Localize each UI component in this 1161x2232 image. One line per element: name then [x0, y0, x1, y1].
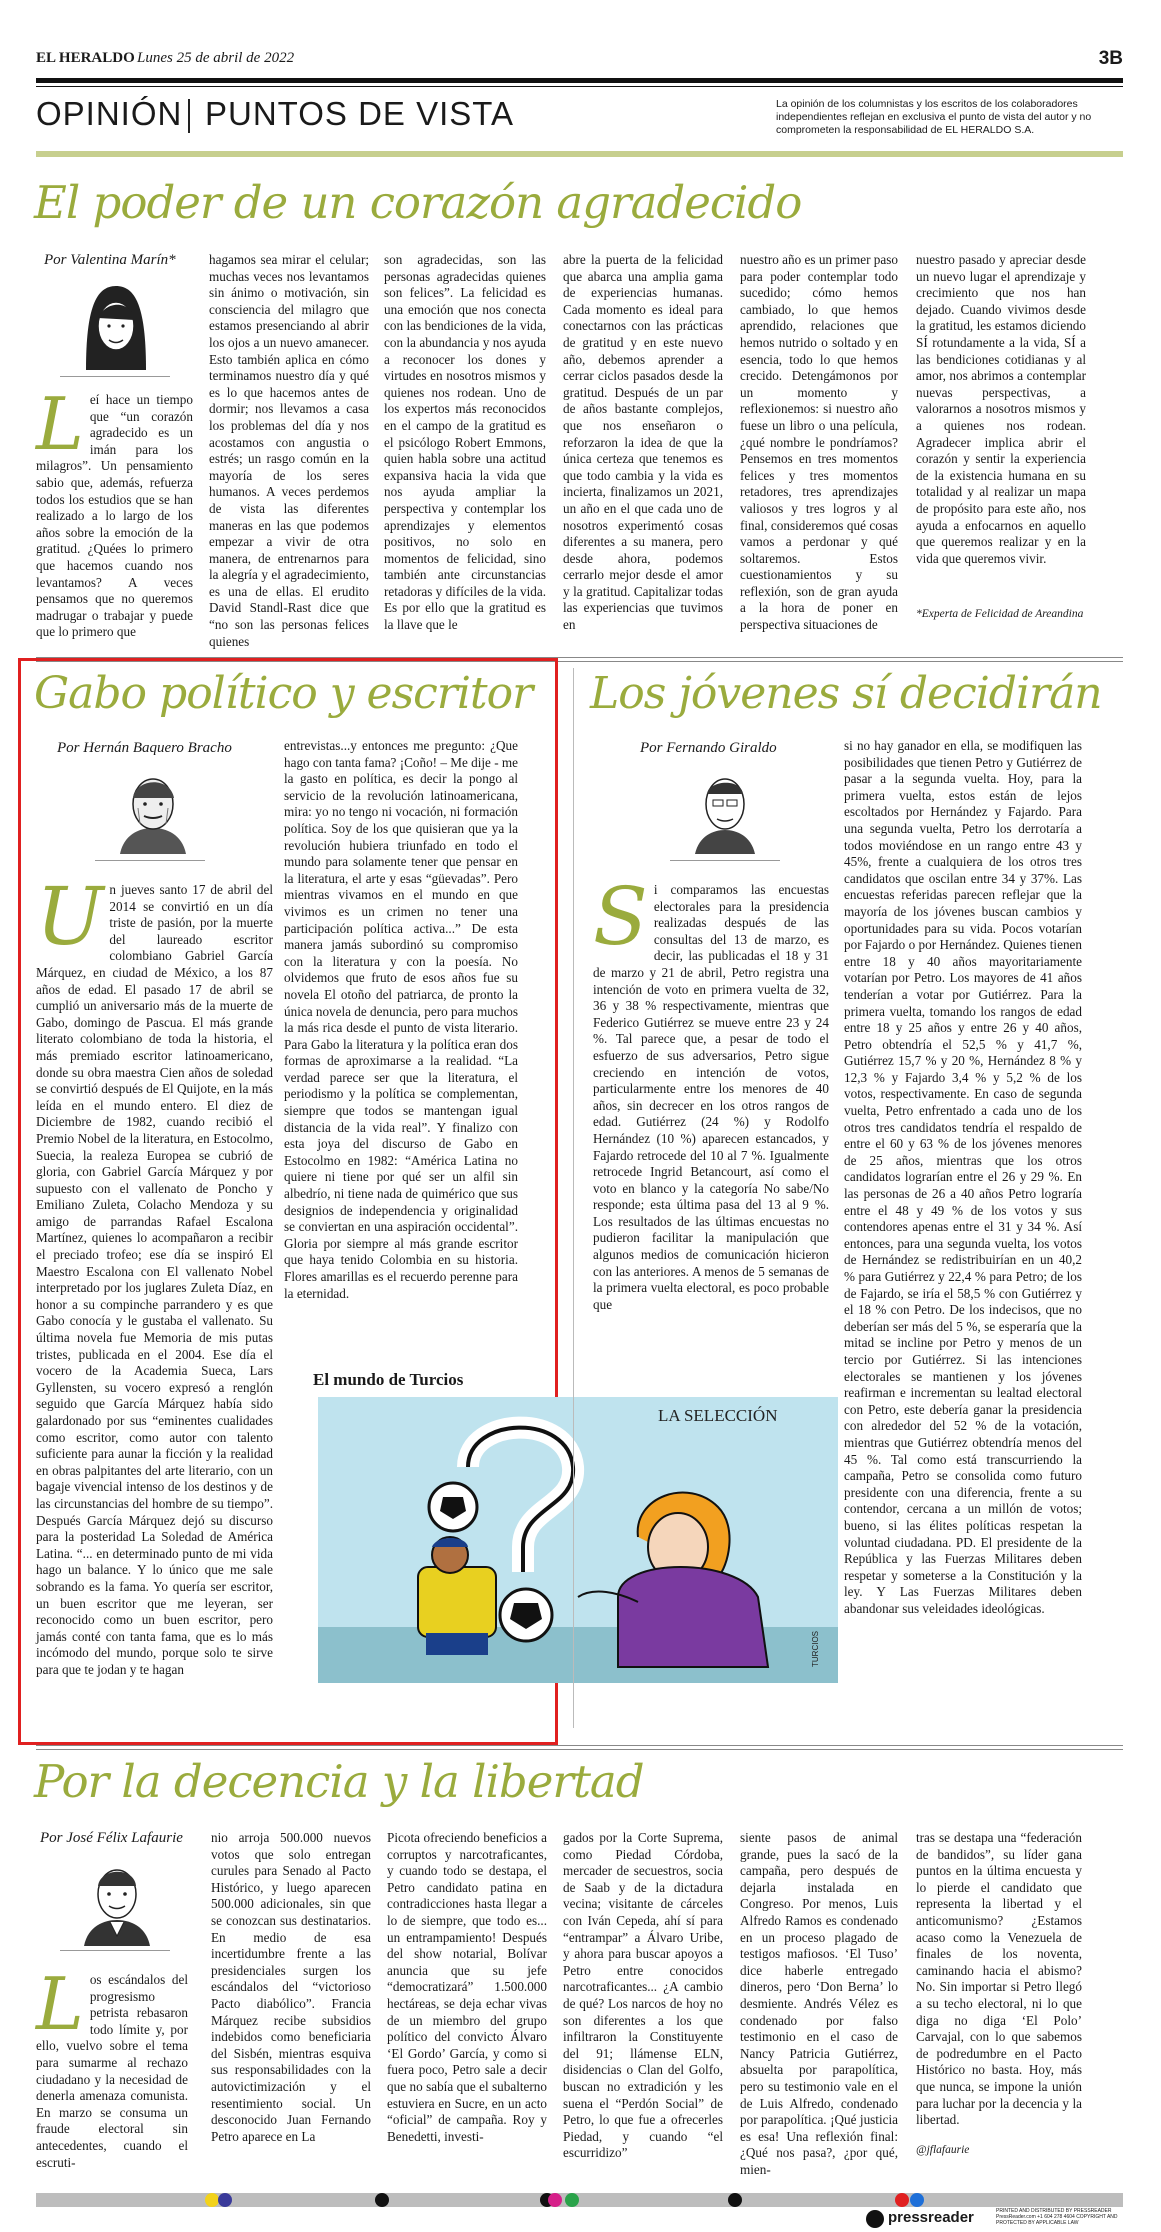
article-text: eí hace un tiempo que “un corazón agradecido es un imán para los milagros”. Un pensamiento sabio que, además, refuerza todos los estudios que se han realizado a lo largo de los años sobre la emoción de la gratitud. ¿Quées lo primero que hacemos cuando nos levantamos? A veces pensamos que no queremos madrugar o trabajar y puede que lo primero que — [36, 392, 193, 640]
drop-cap: L — [36, 1962, 84, 2046]
article-column — [740, 252, 898, 650]
article-column — [387, 1830, 547, 2160]
article-text: gados por la Corte Suprema, como Piedad Córdoba, mercader de secuestros, socia de Saab y de la dictadura vecina; visitante de cárceles con Iván Cepeda, ahí sí para “entrampar” a Álvaro Uribe, y ahora para buscar apoyos a Petro entre conocidos narcotraficantes... ¿A cambio de qué? Los narcos de hoy no son diferentes a los que infiltraron la Constituyente del 91; llámense ELN, disidencias o Clan del Golfo, buscan no extradición y les suena el “Perdón Social” de Petro, lo que fue a ofrecerles Piedad, y cuando “el escurridizo” — [563, 1830, 723, 2161]
article-text: abre la puerta de la felicidad que abarca una amplia gama de experiencias humanas. Cada momento es ideal para conectarnos con las prácticas de gratitud y en este nuevo año, debemos aprender a cerrar ciclos pasados desde la gratitud. Después de un par de años bastante complejos, que nos enseñaron o reforzaron la idea de que la única certeza que tenemos es que todo cambia y la vida es incierta, finalizamos un 2021, un año en el que cada uno de nosotros experimentó cosas diferentes a su manera, pero desde ahora, podemos cerrarlo mejor desde el amor y la gratitud. Capitalizar todas las experiencias que tuvimos en — [563, 252, 723, 633]
article-byline: Por Valentina Marín* — [44, 252, 176, 268]
section-band — [36, 151, 1123, 157]
column-rule — [573, 668, 574, 1728]
newspaper-name: EL HERALDO — [36, 50, 135, 66]
article-text: Picota ofreciendo beneficios a corruptos y narcotraficantes, y cuando todo se destapa, el Petro candidato patina en contradicciones hasta llegar a lo de siempre, que todo es... un entrampamiento! Después del show notarial, Bolívar anuncia que su jefe “democratizará” 1.500.000 hectáreas, se deja echar vivas de un miembro del grupo político del convicto Álvaro ‘El Gordo’ García, y como si fuera poco, Petro sale a decir que no sabía que el subalterno estuviera en Sucre, en un acto “oficial” de campaña. Roy y Benedetti, investi- — [387, 1830, 547, 2144]
article-column — [740, 1830, 898, 2177]
article-column — [284, 738, 518, 1333]
article-text: si no hay ganador en ella, se modifiquen las posibilidades que tienen Petro y Gutiérrez de pasar a la segunda vuelta. Hoy, para la primera vuelta, estos están de lejos escoltados por Hernández y Fajardo. Para una segunda vuelta, Petro los derrotaría a todos moviéndose en un rango entre 43 y 45%, frente a cualquiera de los otros tres candidatos que oscilan entre 34 y 37%. Las encuestas referidas parecen reflejar que la mayoría de los jóvenes buscan cambios y oportunidades para su vida. Pocos votarían por Fajardo o por Hernández. Quienes tienen entre 18 y 40 años mayoritariamente votarían por Petro. Los mayores de 41 años tenderían a votar por Gutiérrez. Para la primera vuelta, tomando los rangos de edad entre 18 y 25 años y entre 26 y 40 años, Petro obtendría el 52,5 % y 41,7 %, Gutiérrez 15,7 % y 20 %, Hernández 8 % y 12,3 % y Fajardo 3,4 % y 5,2 % de los votos, respectivamente. En caso de segunda vuelta, Petro enfrentado a cada uno de los otros tres candidatos tendría el respaldo de entre el 60 y 63 % de los jóvenes menores de 25 años, mientras que los otros candidatos lograrían entre el 26 y 29 %. En las personas de 26 a 40 años Petro lograría entre el 48 y 49 % de los votos y sus contendores apenas entre el 31 y 34 %. Así entonces, para una segunda vuelta, los votos de Hernández se redistribuirían en un 40,2 % para Gutiérrez y 22,4 % para Petro; de los de Fajardo, se iría el 58,5 % con Gutiérrez y el 18 % con Petro. De los indecisos, que no deberían ser más del 5 %, se esperaría que la mitad se incline por Petro y menos de un tercio por Gutiérrez. Si las intenciones electorales se mantienen y los jóvenes reafirman e incrementan su lealtad electoral con Petro, este debería ganar la presidencia con alrededor del 52 % de la votación, mientras que Gutiérrez obtendría menos del 45 %. Tal como está transcurriendo la campaña, Petro se consolida como futuro presidente con una diferencia, frente a su contendor, cercana a un millón de votos; bueno, si las élites políticas respetan la voluntad ciudadana. PD. El presidente de la República y las Fuerzas Militares deben respetar y someterse a la Constitución y la ley. Y Las Fuerzas Militares deben abandonar sus veleidades ideológicas. — [844, 738, 1082, 1616]
portrait-rule — [60, 376, 170, 377]
article-text: tras se destapa una “federación de bandidos”, su líder gana puntos en la última encuesta y lo pierde el candidato que representa la libertad y el anticomunismo? ¿Estamos acaso como la Venezuela de finales de los noventa, caminando hacia el abismo? No. Sin importar si Petro llegó a su techo electoral, ni lo que diga no diga ‘El Polo’ Carvajal, con lo que sabemos de podredumbre en el Pacto Histórico no basta. Hoy, más que nunca, se impone la unión para luchar por la decencia y la libertad. — [916, 1830, 1082, 2128]
registration-dot — [565, 2193, 579, 2207]
author-handle: @jflafaurie — [916, 2144, 970, 2156]
article-headline: El poder de un corazón agradecido — [34, 176, 802, 229]
article-column — [563, 252, 723, 650]
article-column — [384, 252, 546, 650]
registration-dot — [895, 2193, 909, 2207]
article-text: os escándalos del progresismo petrista rebasaron todo límite y, por ello, vuelvo sobre el tema para sumarme al rechazo ciudadano y la necesidad de denerla amenaza comunista. En marzo se consuma un fraude electoral sin antecedentes, cuando el escruti- — [36, 1972, 188, 2170]
article-column — [916, 252, 1086, 604]
section-subtitle: PUNTOS DE VISTA — [205, 95, 515, 132]
author-note: *Experta de Felicidad de Areandina — [916, 608, 1084, 620]
article-text: hagamos sea mirar el celular; muchas veces nos levantamos sin ánimo o motivación, sin consciencia del milagro que estamos presenciando al abrir los ojos a un nuevo amanecer. Esto también aplica en cómo terminamos nuestro día y qué es lo que hacemos antes de dormir; nos llevamos a casa los problemas del día y nos acostamos con angustia o estrés; un rasgo común en la mayoría de los seres humanos. A veces perdemos de vista las diferentes maneras en las que podemos empezar a vivir de otra manera, de entrenarnos para la alegría y el agradecimiento, es una de ellas. El erudito David Standl-Rast dice que “no son las personas felices quienes — [209, 252, 369, 649]
article-headline: Por la decencia y la libertad — [34, 1755, 644, 1808]
article-column — [563, 1830, 723, 2160]
article-text: siente pasos de animal grande, pues la sacó de la campaña, pero después de dejarla instalada en Congreso. Por menos, Luis Alfredo Ramos es condenado en un proceso plagado de testigos mafiosos. ‘El Tuso’ dice haberle entregado dineros, pero ‘Don Berna’ lo desmiente. Andrés Vélez es condenado por falso testimonio en el caso de Nancy Patricia Gutiérrez, absuelta por parapolítica, pero su testimonio vale en el de Luis Alfredo, condenado por parapolítica. ¡Qué justicia es esa! Una reflexión final: ¿Qué nos pasa?, ¿por qué, mien- — [740, 1830, 898, 2177]
article-headline: Gabo político y escritor — [34, 668, 533, 719]
article-column — [593, 870, 829, 1422]
print-color-bar — [36, 2193, 1123, 2207]
portrait-rule — [95, 860, 205, 861]
article-text: entrevistas...y entonces me pregunto: ¿Que hago con tanta fama? ¡Coño! – Me dije - me la gasto en política, es decir la pongo al servicio de la revolución latinoamericana, mira: yo no tengo ni vocación, ni formación política. Soy de los que quisieran que ya la revolución hubiera triunfado en todo el mundo para solamente tener que pensar en la literatura, el arte y esas “güevadas”. Pero mientras vivamos en el mundo en que vivimos es un crimen no tener una participación política activa...” De esta manera jamás subordinó su compromiso con la literatura y con la poesía. No olvidemos que fruto de esos años fue su novela El otoño del patriarca, de pronto la única novela de denuncia, pero para muchos la más rica desde el punto de vista literario. Para Gabo la literatura y la política eran dos formas de aproximarse a la realidad. “La verdad parece ser que la literatura, el periodismo y la política se complementan, siempre que todos se mantengan igual distancia de la vida real”. Y finalizo con esta joya del discurso de Gabo en Estocolmo en 1982: “América Latina no quiere ni tiene por qué ser un alfil sin albedrío, ni tiene nada de quimérico que sus designios de independencia y originalidad se conviertan en una aspiración occidental”. Gloria por siempre al más grande escritor que haya tenido Colombia en su historia. Flores amarillas es el recuerdo perenne para la eternidad. — [284, 738, 518, 1301]
registration-dot — [548, 2193, 562, 2207]
article-column — [916, 1830, 1082, 2140]
registration-dot — [910, 2193, 924, 2207]
article-byline: Por Hernán Baquero Bracho — [57, 740, 232, 756]
article-headline: Los jóvenes sí decidirán — [590, 668, 1102, 719]
author-portrait — [680, 763, 770, 855]
article-column — [209, 252, 369, 650]
portrait-rule — [60, 1950, 170, 1951]
article-column — [844, 738, 1082, 1728]
article-column — [211, 1830, 371, 2160]
article-column — [36, 870, 273, 1714]
drop-cap: U — [36, 870, 104, 963]
pressreader-icon — [866, 2210, 884, 2228]
cartoon-illustration — [318, 1397, 838, 1683]
drop-cap: S — [593, 870, 648, 963]
registration-dot — [728, 2193, 742, 2207]
cartoon-title: El mundo de Turcios — [313, 1370, 464, 1389]
masthead-rule — [36, 78, 1123, 83]
article-text: i comparamos las encuestas electorales para la presidencia realizadas después de las consultas del 13 de marzo, es decir, las publicadas el 18 y 31 de marzo y 21 de abril, Petro registra una intención de voto en primera vuelta de 32, 36 y 38 % respectivamente, mientras que Federico Gutiérrez se mueve entre 23 y 24 %. Tal parece que, a pesar de todo el esfuerzo de sus adversarios, Petro sigue creciendo en intención de votos, particularmente entre los menores de 40 años, sin decrecer en los otros rangos de edad. Gutiérrez (24 %) y Rodolfo Hernández (10 %) aparecen estancados, y Fajardo retrocede del 10 al 7 %. Igualmente retrocede Ingrid Betancourt, así como el voto en blanco y la categoría No sabe/No responde; esta última pasa del 13 al 9 %. Los resultados de las últimas encuestas no pudieron facilitar la manipulación que algunos medios de comunicación hicieron con las anteriores. A menos de 5 semanas de la primera vuelta electoral, es poco probable que — [593, 882, 829, 1312]
article-text: nio arroja 500.000 nuevos votos que solo entregan curules para Senado al Pacto Histórico, y luego aparecen 500.000 adicionales, sin que se conozcan sus destinatarios. En medio de esa incertidumbre frente a las presidenciales surgen los escándalos del “victorioso Pacto diabólico”. Francia Márquez recibe subsidios indebidos como beneficiaria del Sisbén, mientras esquiva sus responsabilidades con la autovictimización y el resentimiento social. Un desconocido Juan Fernando Petro aparece en La — [211, 1830, 371, 2144]
article-text: nuestro pasado y apreciar desde un nuevo lugar el aprendizaje y crecimiento que nos han dejado. Cuando vivimos desde la gratitud, les estamos diciendo SÍ rotundamente a la vida, SÍ a las bendiciones cotidianas y al amor, nos abrimos a contemplar nuevas perspectivas, a valorarnos a nosotros mismos y a quienes nos rodean. Agradecer implica abrir el corazón y sentir la experiencia de la existencia humana en su totalidad y al realizar un mapa de propósito para este año, nos ayuda a enfocarnos en aquello que queremos realizar y en la vida que queremos vivir. — [916, 252, 1086, 566]
article-column — [36, 382, 193, 650]
author-portrait — [70, 1855, 164, 1947]
pressreader-logo: pressreader — [888, 2209, 974, 2226]
registration-dot — [375, 2193, 389, 2207]
article-text: nuestro año es un primer paso para poder contemplar todo sucedido; cómo hemos cambiado, lo que hemos aprendido, relaciones que hemos nutrido o soltado y en esencia, todo lo que hemos crecido. Detengámonos por un momento y reflexionemos: si nuestro año fuese un libro o una película, ¿qué nombre le pondríamos? Pensemos en tres momentos felices y tres momentos retadores, tres aprendizajes valiosos y tres logros y al final, consideremos qué cosas vamos a perdonar y qué soltaremos. Estos cuestionamientos y su reflexión, son de gran ayuda a la hora de poner en perspectiva situaciones de — [740, 252, 898, 633]
article-text: n jueves santo 17 de abril del 2014 se convirtió en un día triste de pasión, por la muerte del laureado escritor colombiano Gabriel García Márquez, en ciudad de México, a los 87 años de edad. El pasado 17 de abril se cumplió un aniversario más de la muerte de Gabo, domingo de Pascua. El más grande literato colombiano de toda la historia, el más premiado escritor latinoamericano, donde su obra maestra Cien años de soledad se convirtió después de El Quijote, en la más leída en el mundo entero. El diez de Diciembre de 1982, cuando recibió el Premio Nobel de la literatura, en Estocolmo, Suecia, la realeza Europea se cubrió de gloria, con Gabriel García Márquez y por supuesto con el vallenato de Poncho y Emiliano Zuleta, Colacho Mendoza y su amigo de parrandas Rafael Escalona Martínez, quienes lo acompañaron a recibir el preciado trofeo; ese día se inspiró El Maestro Escalona con El vallenato Nobel interpretado por los juglares Zuleta Díaz, en honor a su compinche parrandero y es que Gabo conocía y le gustaba el vallenato. Su última novela fue Memoria de mis putas tristes, publicada en el 2004. Ese día el vocero de la Academia Sueca, Lars Gyllensten, su vocero expresó a renglón seguido que García Márquez había sido galardonado por sus “eminentes cualidades como escritor, como autor con talento suficiente para aunar la ficción y la realidad en obras palpitantes del arte literario, con un bagaje vivencial intenso de los destinos y de las circunstancias del hombre de su tiempo”. Después García Márquez dejó su discurso para la posteridad La Soledad de América Latina. “... en determinado punto de mi vida hago un balance. Y lo único que me sale sobrando es la fama. Yo quería ser escritor, un buen escritor que me leyeran, ser reconocido como un buen escritor, pero jamás conté con tanta fama, que es lo más incómodo del mundo, porque solo te sirve para que te jodan y te hagan — [36, 882, 273, 1677]
portrait-rule — [670, 860, 780, 861]
registration-dot — [205, 2193, 219, 2207]
article-byline: Por Fernando Giraldo — [640, 740, 777, 756]
drop-cap: L — [36, 382, 84, 466]
pressreader-badge — [866, 2207, 1121, 2231]
cartoon-caption: LA SELECCIÓN — [658, 1406, 778, 1425]
registration-dot — [218, 2193, 232, 2207]
page-number: 3B — [1098, 48, 1123, 69]
section-divider-rule — [36, 1749, 1123, 1750]
issue-date: Lunes 25 de abril de 2022 — [137, 50, 295, 66]
article-byline: Por José Félix Lafaurie — [40, 1830, 183, 1846]
author-portrait — [106, 763, 200, 855]
article-text: son agradecidas, son las personas agradecidas quienes son felices”. La felicidad es una emoción que nos conecta con las bendiciones de la vida, con la abundancia y nos ayuda a reconocer los dones y virtudes en nosotros mismos y quienes nos rodean. Uno de los expertos más reconocidos en el campo de la gratitud es el psicólogo Robert Emmons, quien habla sobre una actitud expansiva hacia la vida que nos ayuda ampliar la perspectiva y contemplar los aprendizajes y elementos positivos, no solo en momentos de felicidad, sino también ante circunstancias retadoras y difíciles de la vida. Es por ello que la gratitud es la llave que le — [384, 252, 546, 633]
section-divider — [188, 99, 190, 133]
pressreader-fineprint: PRINTED AND DISTRIBUTED BY PRESSREADER PressReader.com +1 604 278 4604 COPYRIGHT AND PROTECTED BY APPLICABLE LAW — [996, 2208, 1118, 2226]
section-disclaimer: La opinión de los columnistas y los escritos de los colaboradores independientes reflejan en exclusiva el punto de vista del autor y no comprometen la responsabilidad de EL HERALDO S.A. — [776, 98, 1092, 136]
cartoonist-signature: TURCIOS — [811, 1631, 820, 1667]
article-column — [36, 1962, 188, 2170]
section-divider-rule — [36, 1745, 1123, 1746]
masthead-rule-thin — [36, 86, 1123, 87]
section-title: OPINIÓN — [36, 95, 183, 132]
author-portrait — [66, 278, 166, 374]
